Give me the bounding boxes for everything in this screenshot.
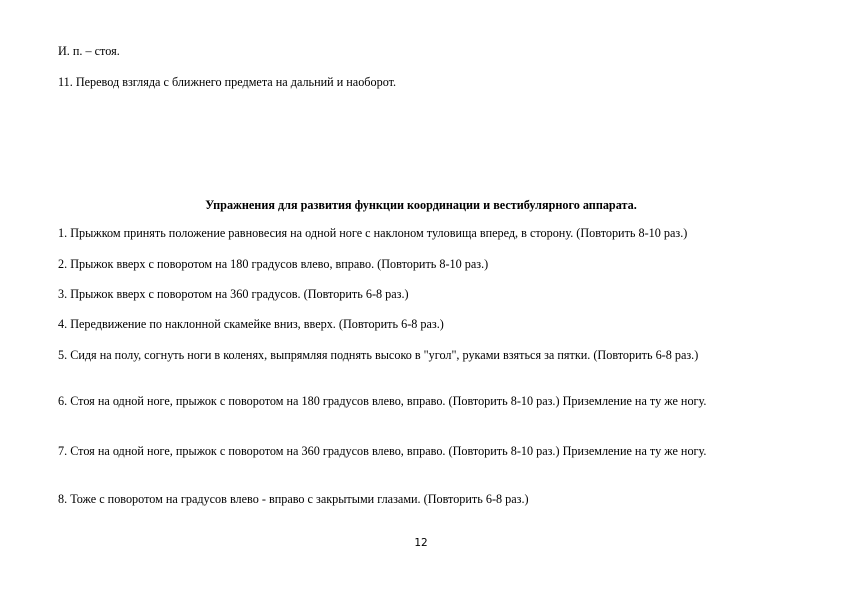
list-item-7: 7. Стоя на одной ноге, прыжок с поворотом на 360 градусов влево, вправо. (Повторить 8-10 раз.) Приземление на ту же ногу. xyxy=(58,444,707,458)
list-item-3: 3. Прыжок вверх с поворотом на 360 градусов. (Повторить 6-8 раз.) xyxy=(58,287,409,301)
list-item-6: 6. Стоя на одной ноге, прыжок с поворотом на 180 градусов влево, вправо. (Повторить 8-10 раз.) Приземление на ту же ногу. xyxy=(58,394,707,408)
list-item-2: 2. Прыжок вверх с поворотом на 180 градусов влево, вправо. (Повторить 8-10 раз.) xyxy=(58,257,489,271)
list-item-4: 4. Передвижение по наклонной скамейке вниз, вверх. (Повторить 6-8 раз.) xyxy=(58,317,444,331)
list-item-5: 5. Сидя на полу, согнуть ноги в коленях, выпрямляя поднять высоко в "угол", руками взяться за пятки. (Повторить 6-8 раз.) xyxy=(58,348,699,362)
list-item-8: 8. Тоже с поворотом на градусов влево - вправо с закрытыми глазами. (Повторить 6-8 раз.) xyxy=(58,492,529,506)
list-item-11: 11. Перевод взгляда с ближнего предмета на дальний и наоборот. xyxy=(58,75,397,89)
intro-line: И. п. – стоя. xyxy=(58,44,120,58)
list-item-1: 1. Прыжком принять положение равновесия на одной ноге с наклоном туловища вперед, в сторону. (Повторить 8-10 раз.) xyxy=(58,226,688,240)
section-title: Упражнения для развития функции координации и вестибулярного аппарата. xyxy=(205,198,637,212)
page-number: 12 xyxy=(414,537,428,549)
